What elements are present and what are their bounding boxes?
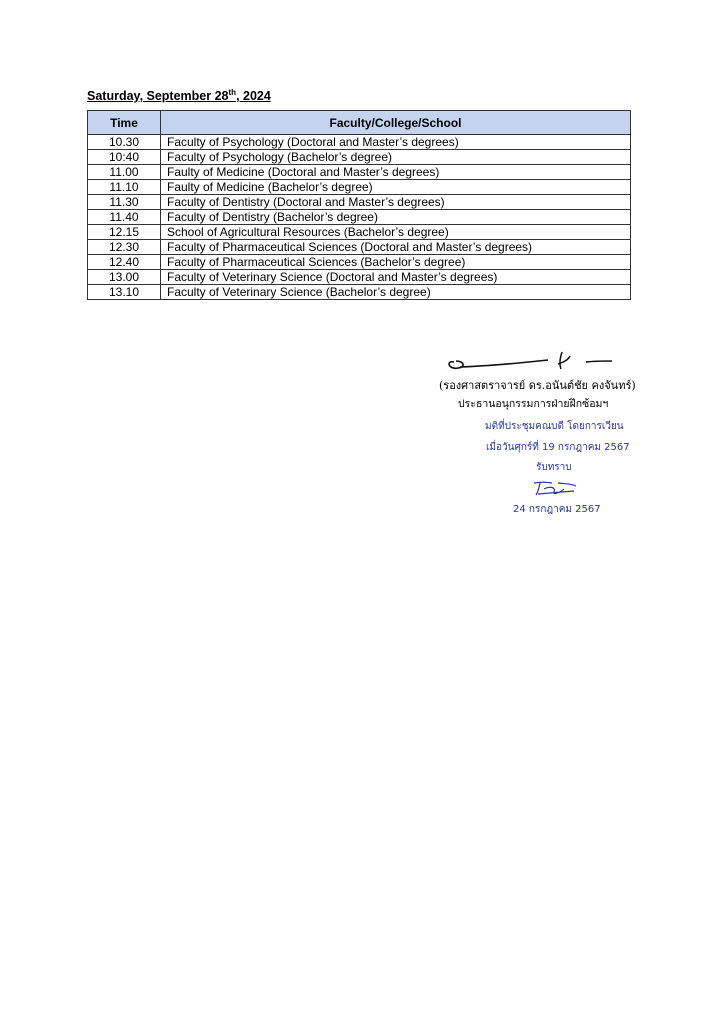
- faculty-cell: Faculty of Dentistry (Bachelor’s degree): [161, 210, 631, 225]
- faculty-cell: Faulty of Medicine (Doctoral and Master’s degrees): [161, 165, 631, 180]
- faculty-cell: Faculty of Pharmaceutical Sciences (Doctoral and Master’s degrees): [161, 240, 631, 255]
- time-cell: 11.00: [88, 165, 161, 180]
- faculty-cell: Faculty of Pharmaceutical Sciences (Bachelor’s degree): [161, 255, 631, 270]
- table-row: [88, 150, 631, 165]
- table-row: [88, 285, 631, 300]
- table-row: [88, 270, 631, 285]
- faculty-cell: Faculty of Psychology (Doctoral and Master’s degrees): [161, 135, 631, 150]
- signatory-title: ประธานอนุกรรมการฝ่ายฝึกซ้อมฯ: [458, 398, 609, 410]
- faculty-cell: Faculty of Psychology (Bachelor’s degree): [161, 150, 631, 165]
- time-cell: 12.40: [88, 255, 161, 270]
- table-header-row: [88, 111, 631, 135]
- table-row: [88, 135, 631, 150]
- faculty-cell: Faculty of Dentistry (Doctoral and Master’s degrees): [161, 195, 631, 210]
- time-cell: 11.10: [88, 180, 161, 195]
- table-row: [88, 180, 631, 195]
- time-cell: 11.30: [88, 195, 161, 210]
- time-cell: 12.15: [88, 225, 161, 240]
- table-row: [88, 240, 631, 255]
- faculty-cell: Faulty of Medicine (Bachelor’s degree): [161, 180, 631, 195]
- faculty-cell: Faculty of Veterinary Science (Bachelor’s degree): [161, 285, 631, 300]
- approval-note-line: มติที่ประชุมคณบดี โดยการเวียน: [485, 421, 624, 432]
- time-cell: 10.30: [88, 135, 161, 150]
- approval-note-acknowledged: รับทราบ: [536, 462, 572, 473]
- table-row: [88, 165, 631, 180]
- faculty-cell: Faculty of Veterinary Science (Doctoral and Master’s degrees): [161, 270, 631, 285]
- table-row: [88, 195, 631, 210]
- approval-note-date: 24 กรกฎาคม 2567: [513, 504, 601, 515]
- handwritten-signature: [440, 348, 620, 378]
- signatory-name: (รองศาสตราจารย์ ดร.อนันต์ชัย คงจันทร์): [439, 379, 636, 392]
- table-row: [88, 225, 631, 240]
- time-cell: 12.30: [88, 240, 161, 255]
- faculty-cell: School of Agricultural Resources (Bachelor’s degree): [161, 225, 631, 240]
- time-cell: 13.10: [88, 285, 161, 300]
- table-row: [88, 210, 631, 225]
- approval-note-line: เมื่อวันศุกร์ที่ 19 กรกฎาคม 2567: [486, 442, 630, 453]
- time-cell: 10:40: [88, 150, 161, 165]
- time-cell: 13.00: [88, 270, 161, 285]
- time-column-header: Time: [88, 111, 161, 135]
- schedule-table: [87, 110, 631, 300]
- handwritten-initials: [530, 477, 578, 497]
- faculty-column-header: Faculty/College/School: [161, 111, 631, 135]
- time-cell: 11.40: [88, 210, 161, 225]
- schedule-date-heading: Saturday, September 28th, 2024: [87, 88, 271, 104]
- table-row: [88, 255, 631, 270]
